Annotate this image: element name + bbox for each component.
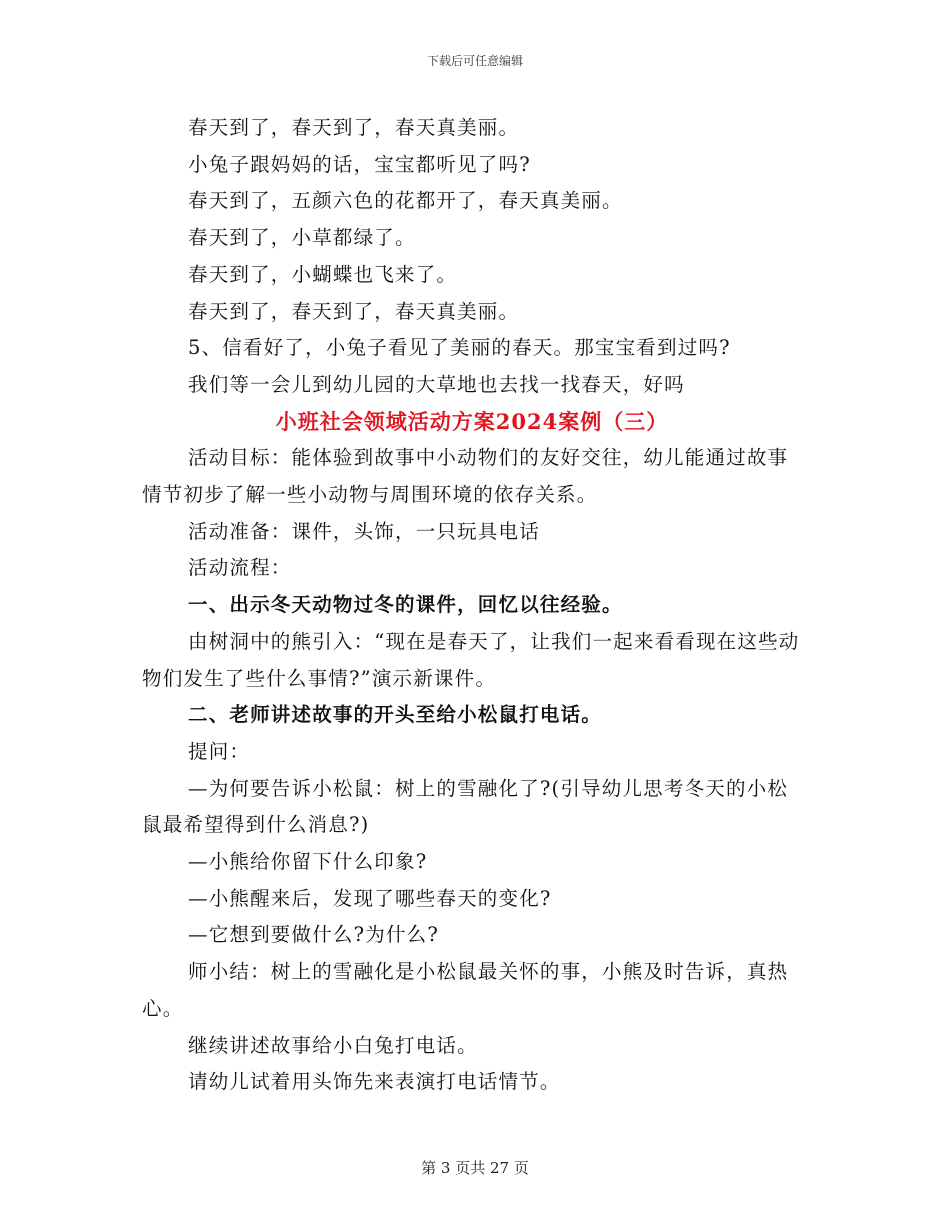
page-header: 下载后可任意编辑 [426, 54, 523, 68]
paragraph: 5、信看好了，小兔子看见了美丽的春天。那宝宝看到过吗? [188, 336, 731, 360]
question-item: —为何要告诉小松鼠：树上的雪融化了?(引导幼儿思考冬天的小松鼠最希望得到什么消息?) [142, 776, 789, 837]
question-item: —小熊给你留下什么印象? [188, 850, 428, 874]
questions-heading: 提问： [188, 739, 251, 763]
activity-preparation: 活动准备：课件，头饰，一只玩具电话 [188, 519, 540, 543]
activity-goal: 活动目标：能体验到故事中小动物们的友好交往，幼儿能通过故事情节初步了解一些小动物与周围环境的依存关系。 [142, 446, 789, 507]
document-body [142, 110, 802, 1101]
step-one-text: 由树洞中的熊引入：“现在是春天了，让我们一起来看看现在这些动物们发生了些什么事情?”演示新课件。 [142, 629, 800, 690]
section-title: 小班社会领域活动方案2024案例（三） [275, 408, 669, 434]
question-item: —它想到要做什么?为什么? [188, 923, 440, 947]
paragraph: 春天到了，春天到了，春天真美丽。 [188, 299, 520, 323]
paragraph: 春天到了，五颜六色的花都开了，春天真美丽。 [188, 189, 623, 213]
paragraph: 我们等一会儿到幼儿园的大草地也去找一找春天，好吗 [188, 372, 685, 396]
step-two-heading: 二、老师讲述故事的开头至给小松鼠打电话。 [188, 703, 603, 727]
paragraph: 小兔子跟妈妈的话，宝宝都听见了吗? [188, 152, 531, 176]
paragraph: 春天到了，小蝴蝶也飞来了。 [188, 262, 458, 286]
page-number: 第 3 页共 27 页 [421, 1159, 529, 1177]
step-one-heading: 一、出示冬天动物过冬的课件，回忆以往经验。 [188, 593, 623, 617]
paragraph: 请幼儿试着用头饰先来表演打电话情节。 [188, 1070, 561, 1094]
paragraph: 春天到了，小草都绿了。 [188, 226, 416, 250]
question-item: —小熊醒来后，发现了哪些春天的变化? [188, 886, 552, 910]
teacher-summary: 师小结：树上的雪融化是小松鼠最关怀的事，小熊及时告诉，真热心。 [142, 960, 789, 1020]
paragraph: 春天到了，春天到了，春天真美丽。 [188, 116, 520, 139]
activity-flow-heading: 活动流程： [188, 556, 292, 580]
paragraph: 继续讲述故事给小白兔打电话。 [188, 1033, 478, 1057]
